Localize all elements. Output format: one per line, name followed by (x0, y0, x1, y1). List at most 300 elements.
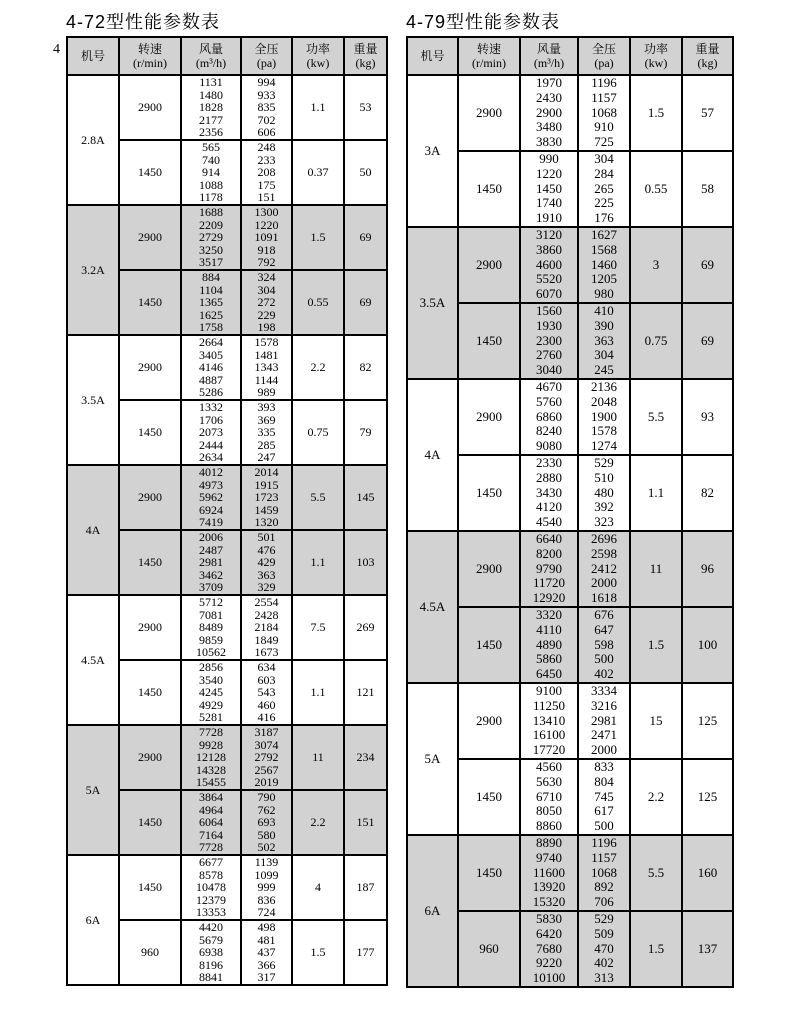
pressure-value: 247 (257, 450, 276, 465)
flow-value: 4887 (199, 372, 223, 387)
flow-value: 7081 (199, 607, 223, 622)
pressure-value: 1144 (254, 372, 279, 387)
pressure-value: 1900 (591, 408, 617, 424)
weight-cell: 53 (344, 75, 387, 140)
model-section (67, 335, 387, 465)
flow-cell (181, 400, 241, 465)
col-header-label: 机号 (80, 49, 105, 63)
flow-value: 14328 (196, 762, 226, 777)
flow-value: 6064 (199, 815, 223, 830)
flow-value: 8890 (536, 835, 562, 850)
pressure-value: 410 (594, 303, 614, 318)
col-header-label: 功率 (305, 42, 330, 56)
data-subrow (67, 205, 387, 270)
flow-value: 1365 (199, 295, 223, 310)
pressure-cell (241, 855, 292, 920)
data-subrow (67, 855, 387, 920)
pressure-value: 1157 (591, 849, 617, 865)
weight-cell: 57 (682, 75, 733, 151)
flow-value: 4929 (199, 697, 223, 712)
flow-value: 4012 (199, 465, 223, 480)
pressure-value: 745 (594, 788, 614, 804)
pressure-value: 175 (257, 177, 276, 192)
flow-value: 3864 (199, 790, 223, 805)
flow-value: 5712 (199, 595, 223, 610)
flow-value: 8860 (536, 818, 562, 834)
flow-value: 5860 (536, 651, 562, 667)
pressure-value: 2696 (591, 531, 617, 546)
flow-value: 740 (202, 152, 220, 167)
flow-value: 2330 (536, 455, 562, 470)
model-cell: 5A (407, 683, 458, 835)
pressure-value: 603 (257, 672, 276, 687)
speed-cell: 2900 (458, 227, 520, 303)
power-cell: 0.75 (292, 400, 344, 465)
pressure-value: 1578 (591, 423, 617, 439)
speed-cell: 2900 (119, 595, 181, 660)
power-cell: 3 (630, 227, 682, 303)
flow-value: 7680 (536, 940, 562, 956)
pressure-value: 617 (594, 803, 614, 819)
pressure-value: 2048 (591, 393, 617, 409)
pressure-value: 402 (594, 955, 614, 971)
speed-cell: 1450 (119, 530, 181, 595)
pressure-value: 1320 (254, 515, 279, 530)
flow-value: 4120 (536, 499, 562, 515)
data-subrow (407, 75, 733, 151)
flow-value: 6924 (199, 502, 223, 517)
flow-value: 5679 (199, 932, 223, 947)
pressure-cell (241, 725, 292, 790)
pressure-value: 693 (257, 815, 276, 830)
flow-value: 8200 (536, 545, 562, 561)
data-subrow (67, 595, 387, 660)
power-cell: 1.1 (292, 660, 344, 725)
pressure-cell (241, 205, 292, 270)
pressure-value: 529 (594, 911, 614, 926)
performance-table-4-79-container (406, 36, 734, 988)
pressure-value: 176 (594, 210, 614, 226)
flow-cell (181, 530, 241, 595)
power-cell: 0.55 (630, 151, 682, 227)
pressure-value: 2136 (591, 379, 617, 394)
col-header-label: 重量 (353, 42, 378, 56)
pressure-value: 892 (594, 879, 614, 895)
flow-value: 8489 (199, 620, 223, 635)
pressure-value: 225 (594, 195, 614, 211)
pressure-value: 980 (594, 286, 614, 302)
pressure-cell (241, 465, 292, 530)
model-section (407, 75, 733, 227)
speed-cell: 1450 (458, 151, 520, 227)
flow-value: 16100 (532, 727, 566, 743)
speed-cell: 1450 (458, 607, 520, 683)
model-section (67, 465, 387, 595)
flow-value: 1088 (199, 177, 223, 192)
model-cell: 2.8A (67, 75, 119, 205)
model-cell: 3.2A (67, 205, 119, 335)
pressure-value: 2014 (254, 465, 279, 480)
pressure-cell (578, 151, 630, 227)
speed-cell: 2900 (119, 205, 181, 270)
flow-cell (520, 607, 578, 683)
pressure-cell (241, 335, 292, 400)
pressure-value: 580 (257, 827, 276, 842)
pressure-value: 245 (594, 362, 614, 378)
flow-value: 1480 (199, 87, 223, 102)
pressure-value: 2598 (591, 545, 617, 561)
col-header-unit: (r/min) (133, 56, 167, 70)
pressure-value: 1205 (591, 271, 617, 287)
flow-value: 2856 (199, 660, 223, 675)
flow-value: 5520 (536, 271, 562, 287)
data-subrow (407, 835, 733, 911)
flow-value: 990 (539, 151, 559, 166)
model-cell: 4.5A (67, 595, 119, 725)
pressure-value: 1091 (254, 230, 279, 245)
pressure-value: 510 (594, 469, 614, 485)
pressure-value: 2019 (254, 775, 279, 790)
weight-cell: 121 (344, 660, 387, 725)
header-row (407, 37, 733, 75)
flow-value: 2006 (199, 530, 223, 545)
weight-cell: 69 (682, 227, 733, 303)
speed-cell: 1450 (119, 140, 181, 205)
model-section (67, 595, 387, 725)
weight-cell: 125 (682, 683, 733, 759)
pressure-value: 833 (594, 759, 614, 774)
model-cell: 5A (67, 725, 119, 855)
flow-value: 1178 (199, 190, 223, 205)
model-cell: 3.5A (67, 335, 119, 465)
flow-cell (181, 595, 241, 660)
pressure-value: 598 (594, 636, 614, 652)
weight-cell: 160 (682, 835, 733, 911)
power-cell: 4 (292, 855, 344, 920)
flow-value: 3860 (536, 241, 562, 257)
flow-value: 6710 (536, 788, 562, 804)
flow-value: 6640 (536, 531, 562, 546)
pressure-cell (578, 911, 630, 987)
flow-cell (181, 75, 241, 140)
pressure-cell (578, 759, 630, 835)
speed-cell: 1450 (119, 855, 181, 920)
pressure-value: 500 (594, 651, 614, 667)
pressure-value: 702 (257, 112, 276, 127)
flow-value: 3462 (199, 567, 223, 582)
pressure-value: 835 (257, 100, 276, 115)
pressure-value: 304 (257, 282, 276, 297)
flow-value: 2760 (536, 347, 562, 363)
flow-value: 9220 (536, 955, 562, 971)
pressure-value: 498 (257, 920, 276, 935)
power-cell: 0.75 (630, 303, 682, 379)
pressure-value: 2428 (254, 607, 279, 622)
pressure-cell (241, 75, 292, 140)
pressure-value: 1673 (254, 645, 279, 660)
data-subrow (407, 379, 733, 455)
flow-value: 10100 (532, 970, 566, 986)
power-cell: 2.2 (292, 335, 344, 400)
pressure-cell (241, 595, 292, 660)
pressure-cell (241, 920, 292, 985)
pressure-value: 918 (257, 242, 276, 257)
flow-value: 2073 (199, 425, 223, 440)
flow-value: 1910 (536, 210, 562, 226)
pressure-value: 2000 (591, 742, 617, 758)
pressure-value: 1099 (254, 867, 279, 882)
flow-value: 9790 (536, 560, 562, 576)
flow-value: 8841 (199, 970, 223, 985)
flow-value: 6420 (536, 925, 562, 941)
performance-table (66, 36, 388, 986)
speed-cell: 2900 (119, 465, 181, 530)
flow-value: 6070 (536, 286, 562, 302)
flow-value: 1706 (199, 412, 223, 427)
data-subrow (407, 683, 733, 759)
pressure-value: 366 (257, 957, 276, 972)
flow-cell (181, 140, 241, 205)
flow-value: 13920 (532, 879, 566, 895)
pressure-value: 804 (594, 773, 614, 789)
pressure-cell (578, 455, 630, 531)
col-header-power (630, 37, 682, 75)
pressure-value: 3334 (591, 683, 617, 698)
pressure-value: 501 (257, 530, 276, 545)
pressure-value: 335 (257, 425, 276, 440)
pressure-value: 725 (594, 134, 614, 150)
flow-value: 6938 (199, 945, 223, 960)
pressure-value: 304 (594, 347, 614, 363)
pressure-value: 500 (594, 818, 614, 834)
flow-value: 3405 (199, 347, 223, 362)
col-header-model (67, 37, 119, 75)
pressure-value: 304 (594, 151, 614, 166)
flow-value: 9740 (536, 849, 562, 865)
pressure-value: 1459 (254, 502, 279, 517)
flow-value: 8196 (199, 957, 223, 972)
pressure-value: 323 (594, 514, 614, 530)
pressure-value: 481 (257, 932, 276, 947)
flow-cell (520, 227, 578, 303)
table-header (67, 37, 387, 75)
weight-cell: 50 (344, 140, 387, 205)
flow-value: 7419 (199, 515, 223, 530)
weight-cell: 234 (344, 725, 387, 790)
power-cell: 2.2 (630, 759, 682, 835)
col-header-weight (682, 37, 733, 75)
col-header-unit: (m³/h) (195, 56, 227, 70)
pressure-value: 285 (257, 437, 276, 452)
model-section (67, 725, 387, 855)
table-title-4-79: 4-79型性能参数表 (406, 12, 561, 32)
header-row (67, 37, 387, 75)
pressure-value: 460 (257, 697, 276, 712)
power-cell: 0.37 (292, 140, 344, 205)
flow-value: 17720 (532, 742, 566, 758)
pressure-value: 647 (594, 621, 614, 637)
flow-value: 1740 (536, 195, 562, 211)
model-cell: 6A (407, 835, 458, 987)
power-cell: 2.2 (292, 790, 344, 855)
data-subrow (67, 75, 387, 140)
col-header-label: 转速 (476, 42, 501, 56)
pressure-value: 402 (594, 666, 614, 682)
pressure-value: 363 (257, 567, 276, 582)
flow-value: 9859 (199, 632, 223, 647)
pressure-value: 1300 (254, 205, 279, 220)
weight-cell: 187 (344, 855, 387, 920)
pressure-value: 272 (257, 295, 276, 310)
pressure-cell (578, 303, 630, 379)
flow-value: 10478 (196, 880, 226, 895)
flow-value: 11600 (532, 864, 566, 880)
weight-cell: 69 (344, 205, 387, 270)
flow-cell (520, 151, 578, 227)
flow-cell (520, 303, 578, 379)
flow-value: 2487 (199, 542, 223, 557)
flow-value: 5286 (199, 385, 223, 400)
flow-cell (520, 835, 578, 911)
flow-value: 1828 (199, 100, 223, 115)
pressure-value: 1849 (254, 632, 279, 647)
flow-value: 3517 (199, 255, 223, 270)
power-cell: 1.5 (630, 911, 682, 987)
flow-value: 4964 (199, 802, 223, 817)
pressure-value: 317 (257, 970, 276, 985)
power-cell: 1.1 (292, 75, 344, 140)
pressure-cell (241, 140, 292, 205)
flow-cell (520, 379, 578, 455)
pressure-value: 1343 (254, 360, 279, 375)
performance-table-4-72-container (66, 36, 388, 986)
flow-value: 4973 (199, 477, 223, 492)
power-cell: 11 (292, 725, 344, 790)
col-header-pressure (578, 37, 630, 75)
pressure-value: 1274 (591, 438, 617, 454)
pressure-cell (578, 379, 630, 455)
flow-value: 3120 (536, 227, 562, 242)
pressure-value: 1460 (591, 256, 617, 272)
pressure-value: 363 (594, 332, 614, 348)
model-cell: 3.5A (407, 227, 458, 379)
speed-cell: 1450 (119, 660, 181, 725)
pressure-value: 233 (257, 152, 276, 167)
pressure-value: 1196 (591, 75, 617, 90)
flow-value: 2729 (199, 230, 223, 245)
power-cell: 15 (630, 683, 682, 759)
pressure-value: 1068 (591, 104, 617, 120)
power-cell: 1.5 (630, 75, 682, 151)
performance-table (406, 36, 734, 988)
flow-value: 3250 (199, 242, 223, 257)
col-header-label: 风量 (536, 42, 561, 56)
flow-value: 2664 (199, 335, 223, 350)
pressure-value: 3187 (254, 725, 279, 740)
flow-value: 7728 (199, 725, 223, 740)
flow-value: 12920 (532, 590, 566, 606)
pressure-value: 390 (594, 317, 614, 333)
pressure-value: 437 (257, 945, 276, 960)
flow-cell (520, 531, 578, 607)
speed-cell: 1450 (119, 790, 181, 855)
power-cell: 0.55 (292, 270, 344, 335)
flow-value: 2209 (199, 217, 223, 232)
pressure-value: 933 (257, 87, 276, 102)
weight-cell: 96 (682, 531, 733, 607)
flow-value: 3320 (536, 607, 562, 622)
pressure-value: 3216 (591, 697, 617, 713)
flow-value: 1560 (536, 303, 562, 318)
col-header-label: 功率 (643, 42, 668, 56)
flow-value: 12379 (196, 892, 226, 907)
speed-cell: 960 (458, 911, 520, 987)
col-header-model (407, 37, 458, 75)
col-header-weight (344, 37, 387, 75)
flow-value: 4600 (536, 256, 562, 272)
flow-value: 5630 (536, 773, 562, 789)
flow-value: 13353 (196, 905, 226, 920)
flow-value: 4420 (199, 920, 223, 935)
flow-cell (181, 465, 241, 530)
pressure-value: 1481 (254, 347, 279, 362)
col-header-speed (119, 37, 181, 75)
flow-value: 1104 (199, 282, 223, 297)
data-subrow (67, 725, 387, 790)
flow-cell (520, 759, 578, 835)
pressure-value: 2412 (591, 560, 617, 576)
flow-value: 4540 (536, 514, 562, 530)
pressure-value: 265 (594, 180, 614, 196)
power-cell: 5.5 (630, 835, 682, 911)
speed-cell: 1450 (119, 400, 181, 465)
flow-cell (520, 75, 578, 151)
pressure-cell (578, 607, 630, 683)
col-header-power (292, 37, 344, 75)
flow-value: 3709 (199, 580, 223, 595)
flow-value: 9100 (536, 683, 562, 698)
flow-value: 884 (202, 270, 220, 285)
power-cell: 5.5 (630, 379, 682, 455)
flow-value: 7164 (199, 827, 223, 842)
pressure-value: 208 (257, 165, 276, 180)
flow-value: 11720 (532, 575, 566, 591)
weight-cell: 79 (344, 400, 387, 465)
flow-cell (181, 920, 241, 985)
pressure-value: 329 (257, 580, 276, 595)
pressure-value: 724 (257, 905, 276, 920)
pressure-cell (578, 75, 630, 151)
model-cell: 6A (67, 855, 119, 985)
flow-value: 9080 (536, 438, 562, 454)
pressure-value: 1723 (254, 490, 279, 505)
weight-cell: 82 (682, 455, 733, 531)
speed-cell: 1450 (119, 270, 181, 335)
col-header-unit: (kw) (644, 56, 668, 70)
pressure-value: 1220 (254, 217, 279, 232)
weight-cell: 69 (682, 303, 733, 379)
pressure-value: 369 (257, 412, 276, 427)
pressure-value: 392 (594, 499, 614, 515)
col-header-unit: (kg) (697, 56, 718, 70)
col-header-unit: (kw) (306, 56, 330, 70)
pressure-value: 910 (594, 119, 614, 135)
weight-cell: 69 (344, 270, 387, 335)
pressure-value: 470 (594, 940, 614, 956)
pressure-value: 706 (594, 894, 614, 910)
pressure-cell (578, 683, 630, 759)
weight-cell: 93 (682, 379, 733, 455)
